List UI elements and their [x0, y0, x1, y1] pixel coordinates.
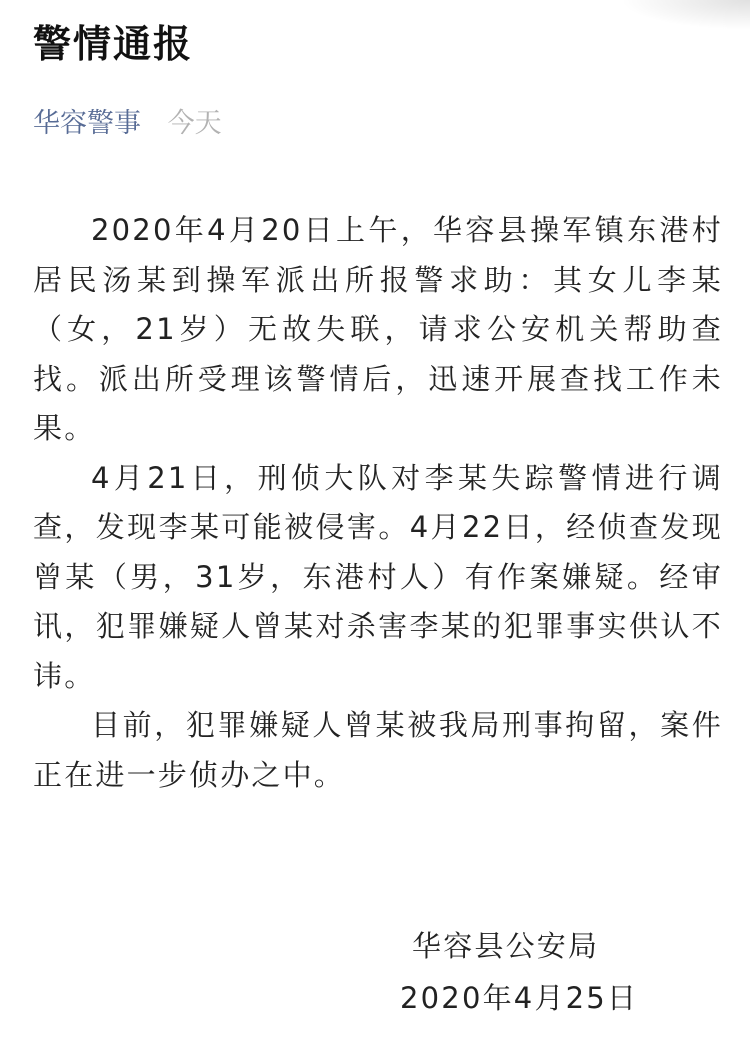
paragraph-1: 2020年4月20日上午，华容县操军镇东港村居民汤某到操军派出所报警求助：其女儿李某（女，21岁）无故失联，请求公安机关帮助查找。派出所受理该警情后，迅速开展查找工作未果。: [33, 213, 723, 445]
paragraph-2: 4月21日，刑侦大队对李某失踪警情进行调查，发现李某可能被侵害。4月22日，经侦查发现曾某（男，31岁，东港村人）有作案嫌疑。经审讯，犯罪嫌疑人曾某对杀害李某的犯罪事实供认不讳。: [33, 460, 723, 693]
paragraph-3: 目前，犯罪嫌疑人曾某被我局刑事拘留，案件正在进一步侦办之中。: [33, 708, 723, 792]
signature-date: 2020年4月25日: [400, 981, 639, 1015]
signature-org: 华容县公安局: [412, 929, 600, 963]
article-body: [33, 206, 723, 800]
publish-date: 今天: [167, 108, 222, 139]
article-title: 警情通报: [33, 22, 194, 66]
signature-block: [390, 920, 690, 1024]
account-name-link[interactable]: 华容警事: [33, 108, 141, 139]
screen-corner-shadow: [620, 0, 750, 30]
article-meta: [33, 104, 222, 144]
